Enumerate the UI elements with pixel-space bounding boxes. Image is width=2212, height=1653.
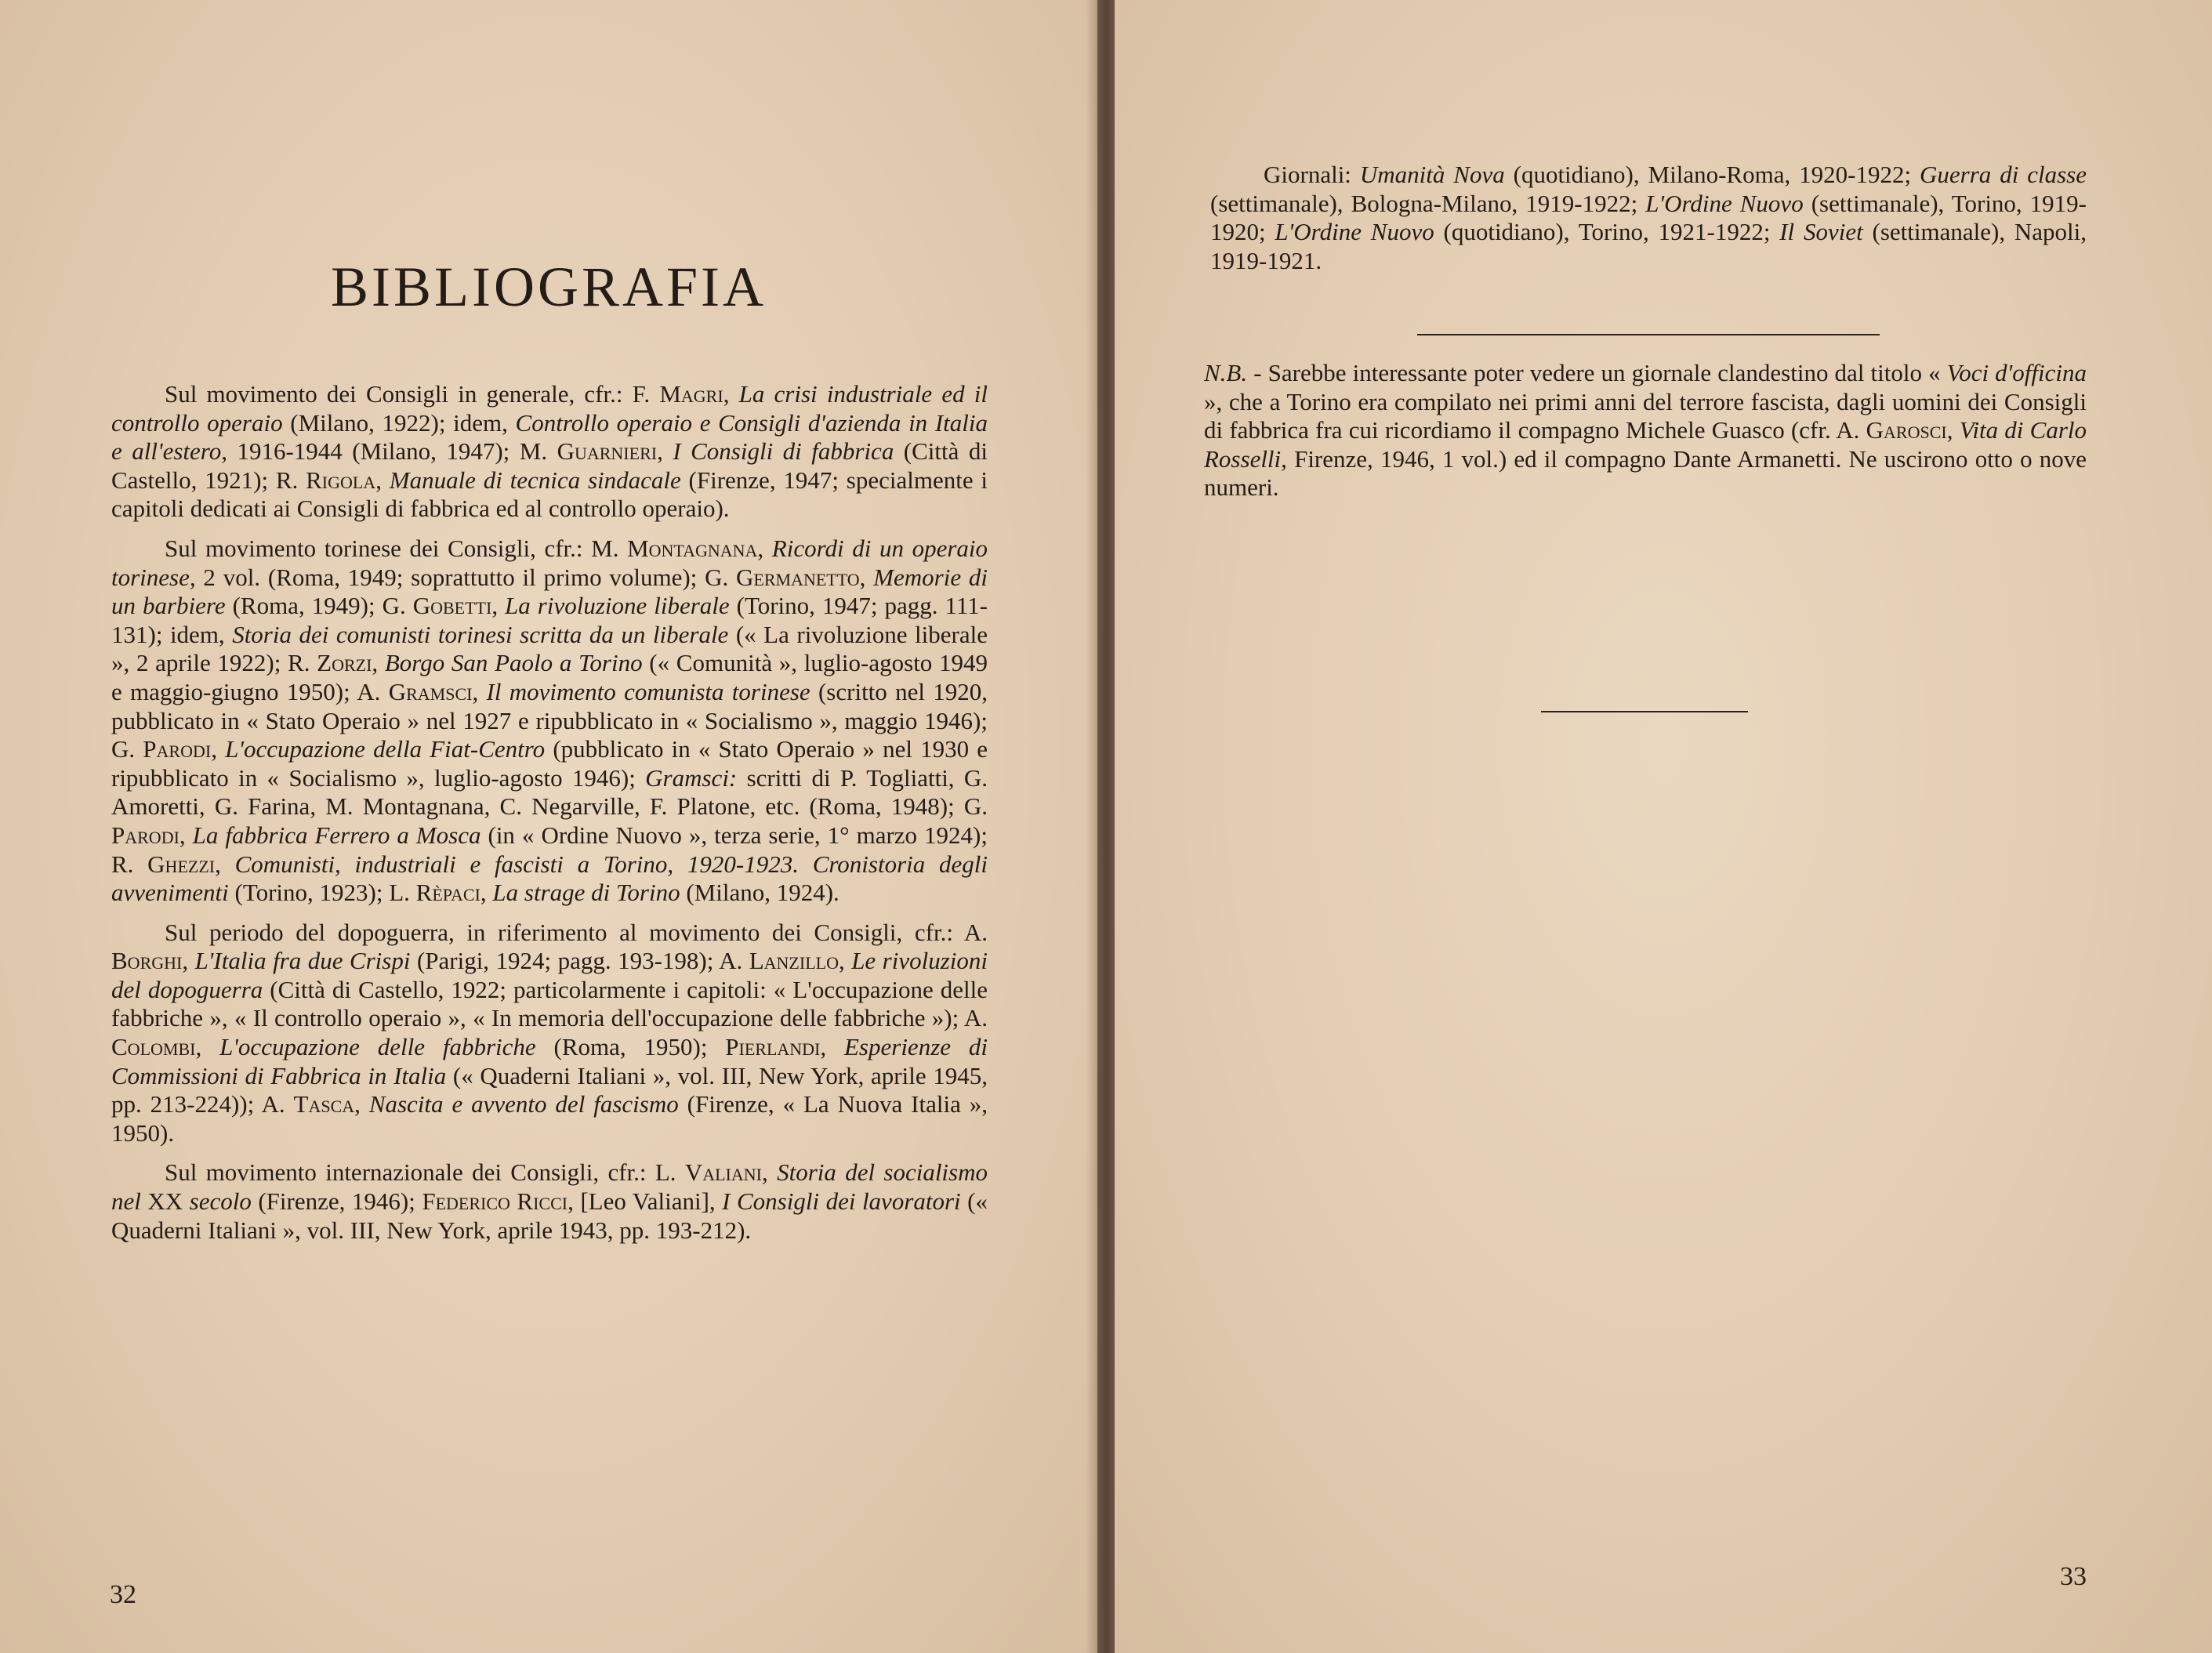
italic-title: Il Soviet — [1779, 218, 1863, 246]
italic-title: Il movimento comunista torinese — [486, 677, 810, 705]
italic-title: Voci d'officina — [1946, 359, 2087, 386]
text-run: (quotidiano), Milano-Roma, 1920-1922; — [1504, 161, 1920, 188]
text-run: - Sarebbe interessante poter vedere un giornale clandestino dal titolo « — [1247, 359, 1947, 386]
author-name: Germanetto — [736, 563, 860, 591]
text-run: , — [757, 534, 772, 562]
text-run: , — [215, 850, 235, 878]
text-run: (Milano, 1924). — [680, 879, 839, 907]
italic-title: La rivoluzione liberale — [505, 592, 730, 620]
text-run: (Roma, 1950); — [535, 1033, 726, 1061]
author-name: Parodi — [111, 821, 179, 849]
author-name: Rèpaci — [415, 879, 480, 907]
italic-title: Esperienze di Commissioni di Fabbrica in Italia — [111, 1033, 988, 1089]
text-run: Firenze, 1946, 1 vol.) ed il compagno Dante Armanetti. Ne uscirono otto o nove numeri. — [1204, 444, 2087, 502]
note-paragraph — [1204, 359, 2087, 513]
text-run: (« Quaderni Italiani », vol. III, New York, aprile 1943, pp. 193-212). — [111, 1187, 988, 1244]
text-run: (« Quaderni Italiani », vol. III, New York, aprile 1945, pp. 213-224)); A. — [111, 1061, 988, 1118]
italic-title: I Consigli di fabbrica — [673, 437, 894, 466]
italic-title: La strage di Torino — [492, 879, 680, 907]
italic-title: secolo — [189, 1187, 252, 1216]
author-name: Zorzi — [317, 649, 372, 677]
text-run: (quotidiano), Torino, 1921-1922; — [1434, 218, 1780, 246]
italic-title: Memorie di un barbiere — [111, 563, 988, 620]
text-run: , — [480, 879, 493, 907]
italic-title: L'Ordine Nuovo — [1275, 218, 1434, 246]
author-name: Gobetti — [412, 592, 492, 620]
text-run: », che a Torino era compilato nei primi anni del terrore fascista, dagli uomini dei Consigli di fabbrica fra cui ricordiamo il compagno Michele Guasco (cfr. A. — [1204, 387, 2087, 444]
page-number-right: 33 — [2060, 1562, 2087, 1591]
italic-title: Borgo San Paolo a Torino — [384, 649, 643, 677]
text-run: (Firenze, 1946); — [251, 1187, 422, 1216]
text-run: (Città di Castello, 1921); R. — [111, 437, 988, 494]
left-page — [0, 0, 1097, 1653]
bibliography-text — [111, 380, 988, 1256]
text-run: , — [838, 947, 852, 975]
end-rule — [1541, 711, 1748, 712]
author-name: Federico Ricci — [422, 1187, 568, 1216]
text-run: (Parigi, 1924; pagg. 193-198); A. — [410, 947, 749, 975]
text-run: Sul movimento torinese dei Consigli, cfr.: M. — [165, 534, 628, 562]
italic-title: Gramsci: — [645, 763, 738, 792]
italic-title: Vita di Carlo Rosselli, — [1204, 416, 2087, 473]
text-run: , — [211, 735, 226, 763]
italic-title: L'Ordine Nuovo — [1645, 189, 1804, 217]
text-run: (pubblicato in « Stato Operaio » nel 1930 e ripubblicato in « Socialismo », luglio-agosto 1946); — [111, 735, 988, 792]
text-run: (Firenze, « La Nuova Italia », 1950). — [111, 1090, 988, 1147]
text-run: XX — [140, 1187, 190, 1216]
text-run: 2 vol. (Roma, 1949; soprattutto il primo volume); G. — [195, 563, 736, 591]
author-name: Magri — [659, 380, 723, 408]
author-name: Parodi — [143, 735, 212, 763]
text-run: , — [657, 437, 673, 466]
page-title: BIBLIOGRAFIA — [330, 256, 767, 318]
text-run: , — [354, 1090, 369, 1118]
italic-title: L'occupazione delle fabbriche — [219, 1033, 536, 1061]
text-run: (in « Ordine Nuovo », terza serie, 1° marzo 1924); R. — [111, 821, 988, 878]
text-run: (« La rivoluzione liberale », 2 aprile 1922); R. — [111, 620, 988, 677]
italic-title: Storia del socialismo nel — [111, 1158, 988, 1216]
author-name: Tasca — [293, 1090, 355, 1118]
bibliography-paragraph — [111, 535, 988, 908]
italic-title: Manuale di tecnica sindacale — [389, 466, 681, 494]
text-run: , — [179, 821, 193, 849]
text-run: , — [491, 592, 506, 620]
text-run: (Firenze, 1947; specialmente i capitoli dedicati ai Consigli di fabbrica ed al controllo operaio). — [111, 466, 988, 523]
text-run: , — [723, 380, 739, 408]
italic-title: La fabbrica Ferrero a Mosca — [192, 821, 481, 849]
text-run: scritti di P. Togliatti, G. Amoretti, G. Farina, M. Montagnana, C. Negarville, F. Platone, etc. (Roma, 1948); G. — [111, 763, 988, 821]
bibliography-paragraph — [111, 1158, 988, 1245]
text-run: Sul movimento internazionale dei Consigli, cfr.: L. — [165, 1158, 685, 1187]
italic-title: Guerra di classe — [1920, 161, 2087, 188]
author-name: Rigola — [306, 466, 376, 494]
italic-title: La crisi industriale ed il controllo operaio — [111, 380, 988, 437]
italic-title: Storia dei comunisti torinesi scritta da un liberale — [232, 620, 729, 648]
italic-title: Ricordi di un operaio torinese, — [111, 534, 988, 591]
author-name: Colombi — [111, 1033, 196, 1061]
author-name: Borghi — [111, 947, 183, 975]
separator-rule — [1417, 334, 1880, 335]
text-run: Giornali: — [1264, 161, 1360, 188]
text-run: (scritto nel 1920, pubblicato in « Stato Operaio » nel 1927 e ripubblicato in « Socialismo », maggio 1946); G. — [111, 677, 988, 763]
text-run: , — [820, 1033, 844, 1061]
text-run: , — [762, 1158, 778, 1187]
bibliography-paragraph — [111, 380, 988, 524]
author-name: Ghezzi — [147, 850, 216, 878]
author-name: Pierlandi — [725, 1033, 821, 1061]
text-run: (Torino, 1947; pagg. 111-131); idem, — [111, 592, 988, 648]
italic-title: Umanità Nova — [1359, 161, 1505, 188]
newspapers-text — [1210, 161, 2087, 275]
italic-title: Comunisti, industriali e fascisti a Torino, 1920-1923. Cronistoria degli avvenimenti — [111, 850, 988, 907]
text-run: , — [372, 649, 385, 677]
text-run: , — [859, 563, 874, 591]
text-run: , — [182, 947, 195, 975]
italic-title: I Consigli dei lavoratori — [722, 1187, 961, 1216]
author-name: Garosci — [1866, 416, 1947, 444]
author-name: Montagnana — [627, 534, 758, 562]
note-text — [1204, 359, 2087, 502]
text-run: (settimanale), Bologna-Milano, 1919-1922; — [1210, 189, 1646, 217]
text-run: , [Leo Valiani], — [568, 1187, 723, 1216]
newspapers-paragraph — [1210, 161, 2087, 286]
text-run: (Roma, 1949); G. — [225, 592, 413, 620]
text-run: , — [375, 466, 390, 494]
text-run: (Torino, 1923); L. — [228, 879, 416, 907]
text-run: (« Comunità », luglio-agosto 1949 e maggio-giugno 1950); A. — [111, 649, 988, 705]
italic-title: L'Italia fra due Crispi — [194, 947, 411, 975]
italic-title: Nascita e avvento del fascismo — [368, 1090, 679, 1118]
author-name: Valiani — [684, 1158, 762, 1187]
author-name: Lanzillo — [749, 947, 839, 975]
text-run: (Milano, 1922); idem, — [282, 408, 516, 437]
italic-title: N.B. — [1204, 359, 1248, 386]
italic-title: L'occupazione della Fiat-Centro — [225, 735, 546, 763]
text-run: (settimanale), Napoli, 1919-1921. — [1210, 218, 2087, 274]
text-run: , — [1946, 416, 1960, 444]
text-run: 1916-1944 (Milano, 1947); M. — [227, 437, 557, 466]
text-run: Sul periodo del dopoguerra, in riferimento al movimento dei Consigli, cfr.: A. — [165, 918, 988, 946]
author-name: Gramsci — [388, 677, 473, 705]
text-run: (Città di Castello, 1922; particolarmente i capitoli: « L'occupazione delle fabbriche », « Il controllo operaio », « In memoria dell'occupazione delle fabbriche »); A. — [111, 975, 988, 1032]
italic-title: Le rivoluzioni del dopoguerra — [111, 947, 988, 1003]
text-run: , — [195, 1033, 220, 1061]
text-run: Sul movimento dei Consigli in generale, cfr.: F. — [165, 380, 660, 408]
page-number-left: 32 — [110, 1580, 136, 1609]
bibliography-paragraph — [111, 919, 988, 1148]
italic-title: Controllo operaio e Consigli d'azienda in Italia e all'estero, — [111, 408, 988, 466]
author-name: Guarnieri — [557, 437, 658, 466]
text-run: , — [472, 677, 487, 705]
text-run: (settimanale), Torino, 1919-1920; — [1210, 189, 2087, 246]
